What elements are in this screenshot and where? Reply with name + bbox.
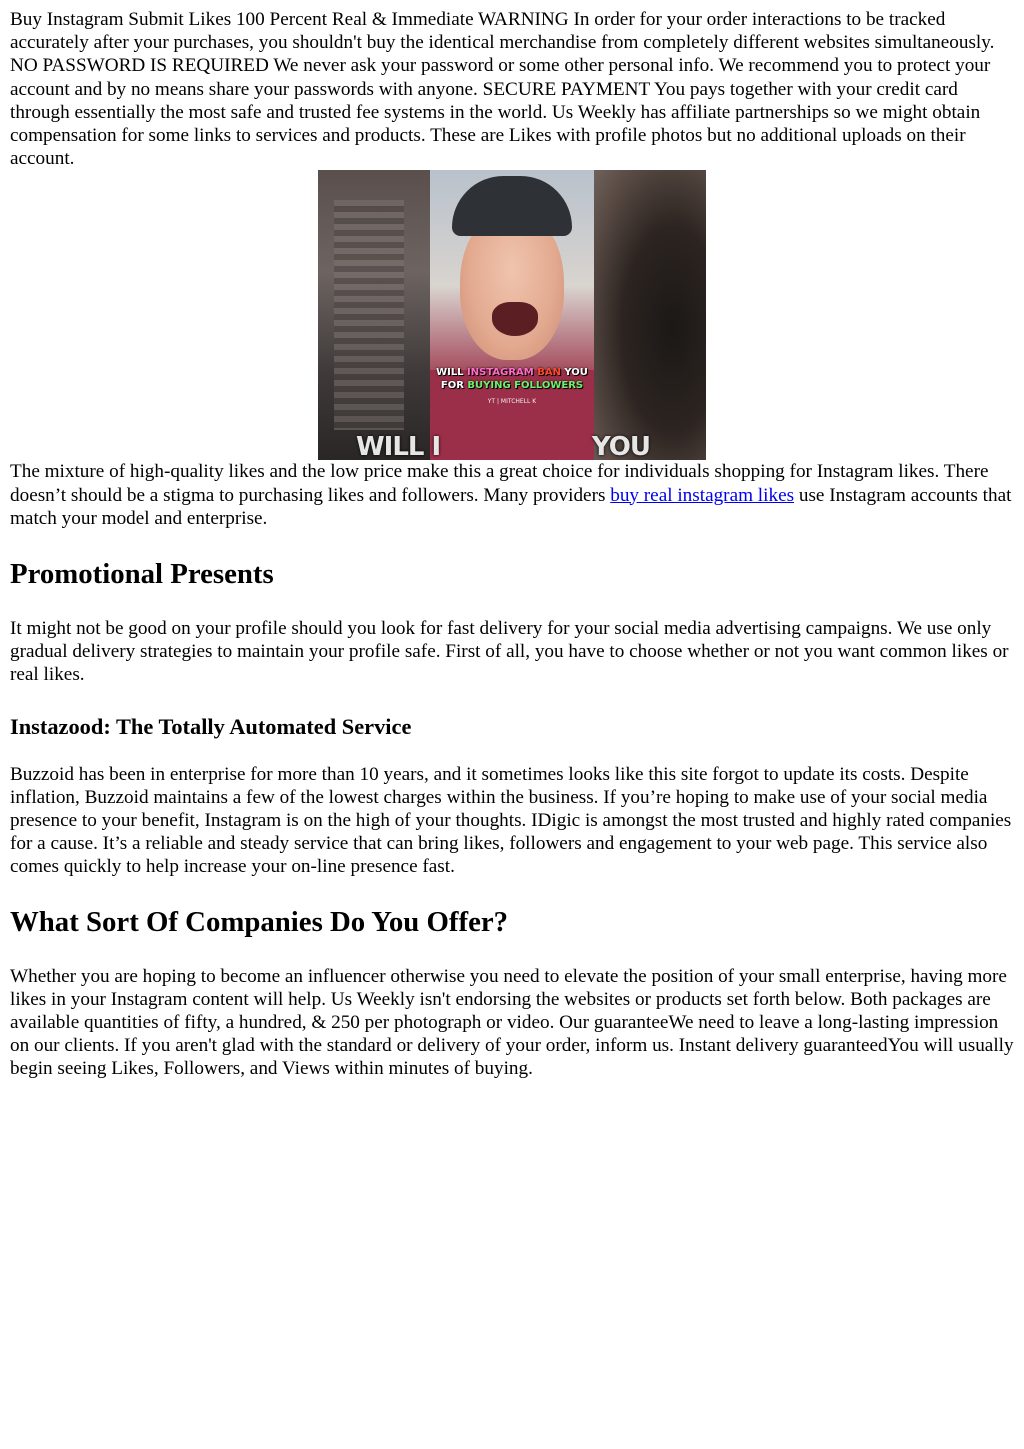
section-body-promotional-presents: It might not be good on your profile should you look for fast delivery for your social media advertising campaigns. We use only gradual delivery strategies to maintain your profile safe. First of all, you have to choose whether or not you want common likes or real likes. xyxy=(10,618,1009,686)
person-mouth xyxy=(492,302,538,336)
paragraph-after-image xyxy=(10,460,1014,530)
subsection-body-instazood: Buzzoid has been in enterprise for more than 10 years, and it sometimes looks like this site forgot to update its costs. Despite inflation, Buzzoid maintains a few of the lowest charges within the business. If you’re hoping to make use of your social media presence to your benefit, Instagram is on the high of your thoughts. IDigic is amongst the most trusted and highly rated companies for a cause. It’s a reliable and steady service that can bring likes, followers and engagement to your web page. This service also comes quickly to help increase your on-line presence fast. xyxy=(10,763,1012,878)
section-heading-promotional-presents: Promotional Presents xyxy=(10,558,274,591)
subsection-heading-instazood: Instazood: The Totally Automated Service xyxy=(10,713,412,739)
person-cap xyxy=(452,176,572,236)
buy-real-instagram-likes-link[interactable]: buy real instagram likes xyxy=(610,484,795,506)
background-face-right xyxy=(591,170,706,461)
video-center-frame xyxy=(430,170,594,460)
section-heading-companies-offer: What Sort Of Companies Do You Offer? xyxy=(10,905,509,938)
video-caption xyxy=(430,366,594,392)
big-caption-left: WILL I xyxy=(356,432,441,461)
caption-word-for: FOR xyxy=(440,380,468,392)
caption-word-will: WILL xyxy=(436,367,468,379)
paragraph-text-before-link: The mixture of high-quality likes and the low price make this a great choice for individuals shopping for Instagram likes. There doesn’t should be a stigma to purchasing likes and followers. Many providers xyxy=(10,461,989,506)
building-facade xyxy=(334,200,404,430)
paragraph-text-after-link: use Instagram accounts that match your model and enterprise. xyxy=(10,484,1012,529)
caption-word-you: YOU xyxy=(564,367,588,379)
video-credit: YT | MITCHELL K xyxy=(487,398,537,406)
video-thumbnail-image xyxy=(318,170,706,460)
section-body-companies-offer: Whether you are hoping to become an influencer otherwise you need to elevate the position of your small enterprise, having more likes in your Instagram content will help. Us Weekly isn't endorsing the websites or products set forth below. Both packages are available quantities of fifty, a hundred, & 250 per photograph or video. Our guaranteeWe need to leave a long-lasting impression on our clients. If you aren't glad with the standard or delivery of your order, inform us. Instant delivery guaranteedYou will usually begin seeing Likes, Followers, and Views within minutes of buying. xyxy=(10,965,1014,1080)
video-thumbnail-container xyxy=(10,170,1014,460)
background-building-left xyxy=(318,170,430,460)
caption-word-buying-followers: BUYING FOLLOWERS xyxy=(467,380,584,392)
intro-paragraph: Buy Instagram Submit Likes 100 Percent Real & Immediate WARNING In order for your order interactions to be tracked accurately after your purchases, you shouldn't buy the identical merchandise from completely different websites simultaneously. NO PASSWORD IS REQUIRED We never ask your password or some other personal info. We recommend you to protect your account and by no means share your passwords with anyone. SECURE PAYMENT You pays together with your credit card through essentially the most safe and trusted fee systems in the world. Us Weekly has affiliate partnerships so we might obtain compensation for some links to services and products. These are Likes with profile photos but no additional uploads on their account. xyxy=(10,9,995,170)
big-caption-right: YOU xyxy=(591,432,650,461)
caption-word-instagram: INSTAGRAM xyxy=(467,367,538,379)
caption-word-ban: BAN xyxy=(537,367,565,379)
